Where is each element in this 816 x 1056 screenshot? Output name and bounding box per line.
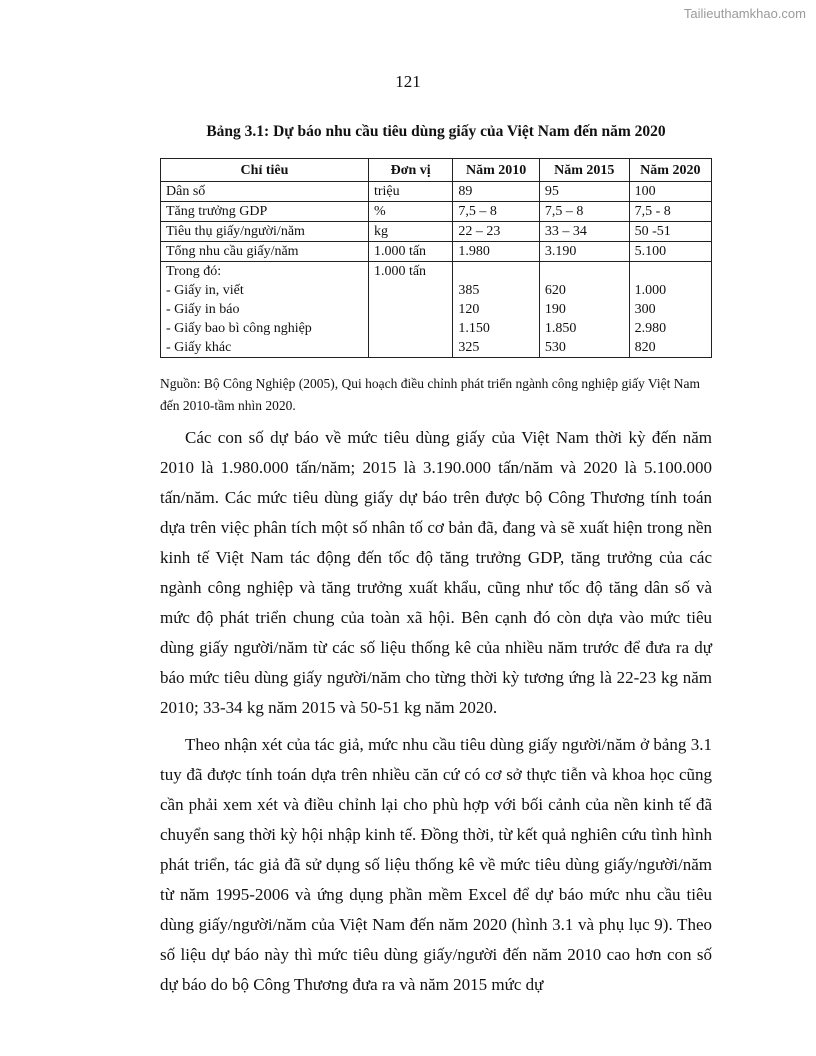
cell-2020: 2.980 [634, 321, 667, 336]
cell-2010: 325 [458, 340, 480, 355]
table-caption: Bảng 3.1: Dự báo nhu cầu tiêu dùng giấy của Việt Nam đến năm 2020 [206, 123, 666, 140]
cell-2010: 89 [453, 182, 540, 202]
cell-2020: 5.100 [629, 242, 711, 262]
row-unit: kg [368, 222, 452, 242]
breakdown-2020 [629, 262, 711, 358]
header-year-2010: Năm 2010 [453, 159, 540, 182]
cell-2015: 7,5 – 8 [539, 202, 629, 222]
cell-2020: 300 [634, 302, 656, 317]
cell-2015: 3.190 [539, 242, 629, 262]
cell-2015: 33 – 34 [539, 222, 629, 242]
cell-2020: 50 -51 [629, 222, 711, 242]
breakdown-2015 [539, 262, 629, 358]
forecast-table [160, 158, 712, 358]
cell-2015: 190 [544, 302, 566, 317]
row-unit: % [368, 202, 452, 222]
body-text [160, 423, 712, 1007]
table-header-row [161, 159, 712, 182]
row-unit: triệu [368, 182, 452, 202]
cell-2020: 7,5 - 8 [629, 202, 711, 222]
header-year-2015: Năm 2015 [539, 159, 629, 182]
table-row [161, 182, 712, 202]
cell-2015: 620 [544, 283, 566, 298]
cell-2010: 22 – 23 [453, 222, 540, 242]
cell-2020: 1.000 [634, 283, 667, 298]
table-row [161, 242, 712, 262]
page-number: 121 [395, 72, 421, 91]
paragraph: Các con số dự báo về mức tiêu dùng giấy của Việt Nam thời kỳ đến năm 2010 là 1.980.000 tấn/năm; 2015 là 3.190.000 tấn/năm và 2020 là 5.100.000 tấn/năm. Các mức tiêu dùng giấy dự báo trên được bộ Công Thương tính toán dựa trên việc phân tích một số nhân tố cơ bản đã, đang và sẽ xuất hiện trong nền kinh tế Việt Nam tác động đến tốc độ tăng trưởng GDP, tăng trưởng của các ngành công nghiệp và tăng trưởng xuất khẩu, cũng như tốc độ tăng dân số và mức độ phát triển chung của toàn xã hội. Bên cạnh đó còn dựa vào mức tiêu dùng giấy người/năm từ các số liệu thống kê của nhiều năm trước để đưa ra dự báo mức tiêu dùng giấy người/năm cho từng thời kỳ tương ứng là 22-23 kg năm 2010; 33-34 kg năm 2015 và 50-51 kg năm 2020. [160, 428, 712, 717]
breakdown-item-label: - Giấy bao bì công nghiệp [166, 321, 312, 336]
source-note: Nguồn: Bộ Công Nghiệp (2005), Qui hoạch điều chỉnh phát triển ngành công nghiệp giấy Việt Nam đến 2010-tầm nhìn 2020. [160, 376, 700, 413]
breakdown-item-label: - Giấy in, viết [166, 283, 244, 298]
paragraph: Theo nhận xét của tác giả, mức nhu cầu tiêu dùng giấy người/năm ở bảng 3.1 tuy đã được tính toán dựa trên nhiều căn cứ có cơ sở thực tiễn và khoa học cũng cần phải xem xét và điều chỉnh lại cho phù hợp với bối cảnh của nền kinh tế đã chuyển sang thời kỳ hội nhập kinh tế. Đồng thời, từ kết quả nghiên cứu tình hình phát triển, tác giả đã sử dụng số liệu thống kê về mức tiêu dùng giấy/người/năm từ năm 1995-2006 và ứng dụng phần mềm Excel để dự báo mức nhu cầu tiêu dùng giấy/người/năm của Việt Nam đến năm 2020 (hình 3.1 và phụ lục 9). Theo số liệu dự báo này thì mức tiêu dùng giấy/người đến năm 2010 cao hơn con số dự báo do bộ Công Thương đưa ra và năm 2015 mức dự [160, 735, 712, 994]
row-label: Tiêu thụ giấy/người/năm [161, 222, 369, 242]
cell-2015: 1.850 [544, 321, 577, 336]
table-row [161, 202, 712, 222]
breakdown-unit [368, 262, 452, 358]
watermark: Tailieuthamkhao.com [683, 6, 806, 21]
table-row [161, 222, 712, 242]
cell-2010: 1.980 [453, 242, 540, 262]
row-unit: 1.000 tấn [368, 242, 452, 262]
row-label: Dân số [161, 182, 369, 202]
cell-2010: 385 [458, 283, 480, 298]
header-unit: Đơn vị [368, 159, 452, 182]
breakdown-unit-text: 1.000 tấn [373, 264, 427, 279]
cell-2015: 530 [544, 340, 566, 355]
cell-2020: 820 [634, 340, 656, 355]
cell-2010: 120 [458, 302, 480, 317]
header-year-2020: Năm 2020 [629, 159, 711, 182]
row-label: Tăng trưởng GDP [161, 202, 369, 222]
cell-2010: 1.150 [458, 321, 490, 336]
breakdown-item-label: - Giấy in báo [166, 302, 240, 317]
breakdown-item-label: - Giấy khác [166, 340, 232, 355]
breakdown-labels [161, 262, 369, 358]
table-row-breakdown [161, 262, 712, 358]
header-indicator: Chỉ tiêu [161, 159, 369, 182]
cell-2020: 100 [629, 182, 711, 202]
breakdown-2010 [453, 262, 540, 358]
cell-2015: 95 [539, 182, 629, 202]
row-label: Tổng nhu cầu giấy/năm [161, 242, 369, 262]
cell-2010: 7,5 – 8 [453, 202, 540, 222]
breakdown-heading: Trong đó: [166, 264, 222, 279]
